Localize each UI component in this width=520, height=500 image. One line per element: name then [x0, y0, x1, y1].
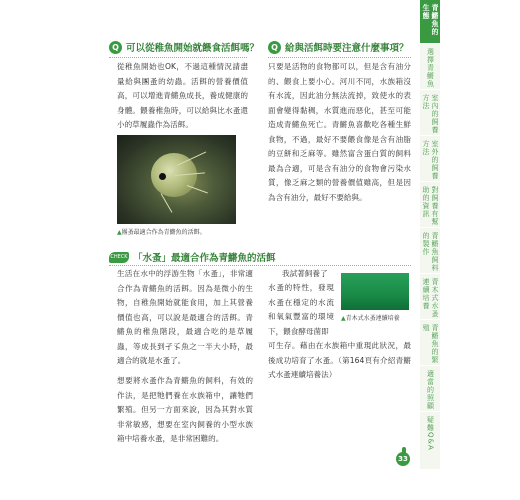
sidebar-tab-breeding[interactable]: 青鱂魚的繁殖 [420, 320, 440, 366]
right-question-title: 給與活餌時要注意什麼事項？ [285, 43, 409, 54]
q-badge: Q [109, 41, 122, 54]
left-question-title: 可以從稚魚開始就餵食活餌嗎？ [126, 43, 260, 54]
divider [109, 57, 247, 58]
photo-caption: ▲團蚤最適合作為青鱂魚的活餌。 [117, 229, 206, 236]
sidebar-tab-info[interactable]: 對飼養有幫助的資訊 [420, 182, 440, 228]
sidebar-tab-ecology[interactable]: 青鱂魚的生態 [420, 0, 440, 44]
divider [109, 265, 411, 266]
check-badge: CHECK [109, 252, 129, 263]
divider [268, 57, 411, 58]
right-question-header [268, 40, 409, 54]
page-number: 33 [396, 452, 410, 466]
section-title: 「水蚤」最適合作為青鱂魚的活餌 [133, 253, 276, 264]
water-flea-photo [117, 135, 236, 224]
bottom-paragraph-2: 想要將水蚤作為青鱂魚的飼料，有效的作法，是把牠們養在水族箱中，讓牠們繁殖。但另一方面來說，因為其對水質非常敏感，想要在室內飼養的小型水族箱中培養水蚤，是非常困難的。 [117, 376, 253, 443]
left-paragraph: 從稚魚開始也OK，不過這種情況請盡量給與團蚤的幼蟲。活餌的營養價值高，可以增進青鱂魚成長，養成健康的身體。餵養稚魚時，可以給與比水蚤還小的草履蟲作為活餌。 [117, 62, 248, 129]
sidebar-tab-qa[interactable]: 疑難Q&A [420, 412, 440, 470]
left-question-header [109, 40, 259, 54]
sidebar-tab-water-flea[interactable]: 青木式水蚤連續培養 [420, 274, 440, 320]
sidebar-tab-outdoor[interactable]: 室外的飼養方法 [420, 136, 440, 182]
sidebar-tab-indoor[interactable]: 室內的飼養方法 [420, 90, 440, 136]
right-paragraph-b: 可生存。藉由在水族箱中重現此狀況，最後成功培育了水蚤。（第164頁有介紹青鱂式水蚤連續培養法） [268, 341, 411, 379]
culture-tank-photo [341, 273, 409, 310]
q-badge: Q [268, 41, 281, 54]
section-header [109, 250, 276, 264]
right-paragraph-a: 水蚤的特性，發現水蚤在穩定的水流和氧氣豐富的環境下，餵食酵母菌即 [268, 283, 334, 336]
right-intro: 我試著飼養了 [282, 269, 328, 278]
sidebar-tab-choose[interactable]: 選擇青鱂魚 [420, 44, 440, 90]
photo-caption: ▲青木式水蚤連續培養 [341, 315, 400, 322]
sidebar-tab-care[interactable]: 適當的照顧 [420, 366, 440, 412]
sidebar-tab-feed[interactable]: 青鱂魚飼料的製作 [420, 228, 440, 274]
bottom-paragraph-1: 生活在水中的浮游生物「水蚤」，非常適合作為青鱂魚的活餌。因為是微小的生物，自稚魚開始就能食用，加上其營養價值也高，可以說是最適合的活餌。青鱂魚的稚魚階段，最適合吃的是草履蟲，等成長到孑孓魚之一半大小時，最適合的就是水蚤了。 [117, 269, 253, 365]
right-paragraph: 只要是活物的食物都可以，但是含有油分的、餵食上要小心。河川不同，水族箱沒有水流，因此油分無法流掉，致使水的表面會變得黏稠，水質進而惡化，甚至可能造成青鱂魚死亡。青鱂魚喜歡吃各種生鮮食物，不過，最好不要餵食像是含有油脂的豆餅和乏麻等。雖然富含蛋白質的飼料最為合適，可是含有油分的食物會污染水質，像乏麻之類的營養價值雖高，但是因為含有油分，最好不要給與。 [268, 62, 411, 202]
